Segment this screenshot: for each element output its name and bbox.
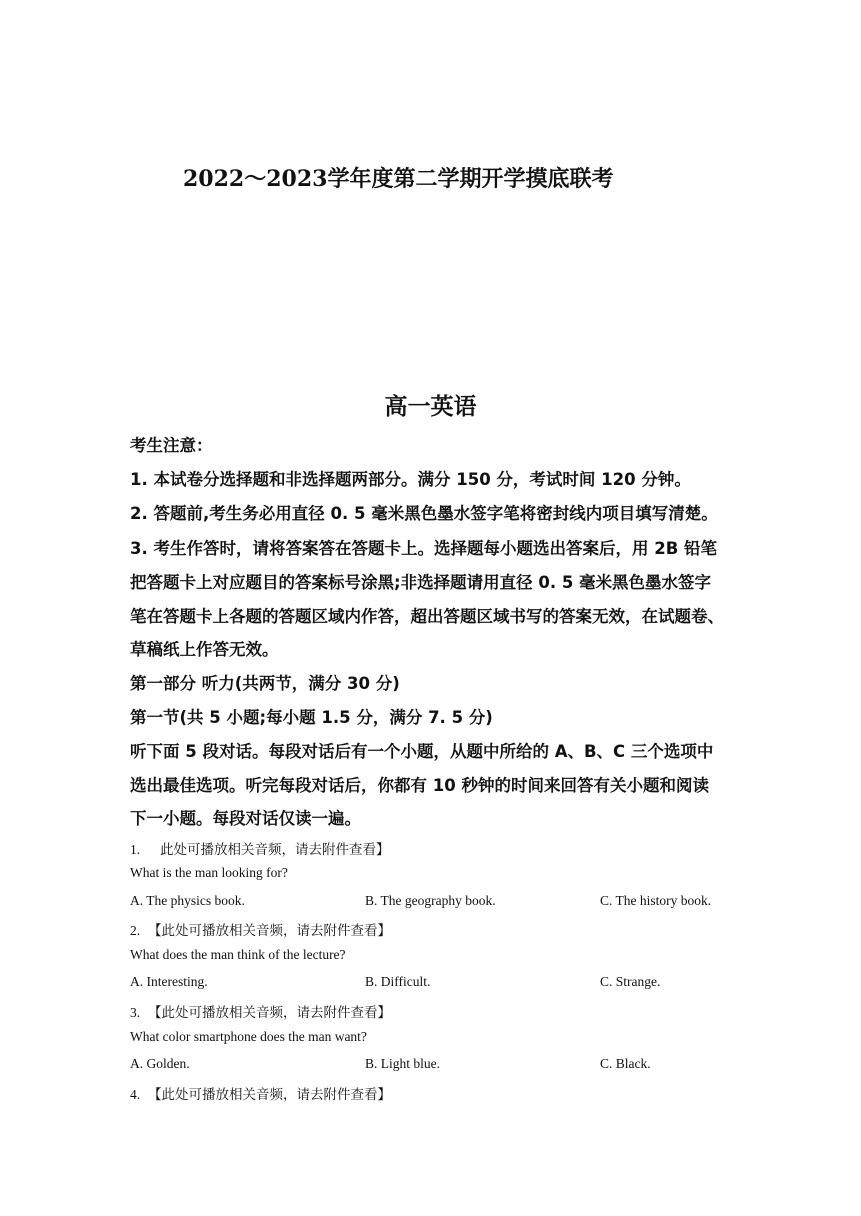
- question-3-option-c: C. Black.: [600, 1056, 651, 1071]
- question-2-option-c: C. Strange.: [600, 974, 661, 989]
- question-1-option-b: B. The geography book.: [365, 893, 496, 908]
- part1-title: 第一部分 听力(共两节，满分 30 分): [130, 674, 400, 693]
- question-number: 2.: [130, 923, 141, 938]
- question-1-option-c: C. The history book.: [600, 893, 712, 908]
- question-number: 1.: [130, 842, 141, 857]
- question-3-header: [130, 1001, 391, 1021]
- question-2-option-a: A. Interesting.: [130, 974, 208, 989]
- notice-line-2: 2. 答题前,考生务必用直径 0. 5 毫米黑色墨水签字笔将密封线内项目填写清楚。: [130, 504, 718, 523]
- audio-note: 【此处可播放相关音频，请去附件查看】: [148, 1005, 391, 1020]
- instruction-line-1: 听下面 5 段对话。每段对话后有一个小题，从题中所给的 A、B、C 三个选项中: [130, 742, 714, 761]
- exam-title: 2022～2023学年度第二学期开学摸底联考: [183, 166, 614, 192]
- question-4-header: [130, 1083, 391, 1103]
- question-number: 4.: [130, 1087, 141, 1102]
- section1-title: 第一节(共 5 小题;每小题 1.5 分，满分 7. 5 分): [130, 708, 493, 727]
- instruction-line-3: 下一小题。每段对话仅读一遍。: [130, 809, 361, 828]
- notice-line-5: 笔在答题卡上各题的答题区域内作答，超出答题区域书写的答案无效，在试题卷、: [130, 607, 724, 626]
- notice-line-4: 把答题卡上对应题目的答案标号涂黑;非选择题请用直径 0. 5 毫米黑色墨水签字: [130, 573, 712, 592]
- question-3-option-a: A. Golden.: [130, 1056, 190, 1071]
- subject-title: 高一英语: [384, 393, 477, 420]
- notice-heading: 考生注意：: [130, 436, 213, 455]
- question-2-header: [130, 919, 391, 939]
- audio-note: 【此处可播放相关音频，请去附件查看】: [148, 923, 391, 938]
- question-2-option-b: B. Difficult.: [365, 974, 431, 989]
- notice-line-3: 3. 考生作答时，请将答案答在答题卡上。选择题每小题选出答案后，用 2B 铅笔: [130, 539, 718, 558]
- question-1-header: [130, 838, 390, 858]
- question-1-option-a: A. The physics book.: [130, 893, 245, 908]
- question-2-text: What does the man think of the lecture?: [130, 947, 346, 962]
- question-1-text: What is the man looking for?: [130, 865, 288, 880]
- notice-line-1: 1. 本试卷分选择题和非选择题两部分。满分 150 分，考试时间 120 分钟。: [130, 470, 691, 489]
- notice-line-6: 草稿纸上作答无效。: [130, 640, 279, 659]
- audio-note: 【此处可播放相关音频，请去附件查看】: [148, 1087, 391, 1102]
- instruction-line-2: 选出最佳选项。听完每段对话后，你都有 10 秒钟的时间来回答有关小题和阅读: [130, 776, 709, 795]
- question-3-text: What color smartphone does the man want?: [130, 1029, 367, 1044]
- question-number: 3.: [130, 1005, 141, 1020]
- question-3-option-b: B. Light blue.: [365, 1056, 440, 1071]
- audio-note: 此处可播放相关音频，请去附件查看】: [160, 842, 390, 857]
